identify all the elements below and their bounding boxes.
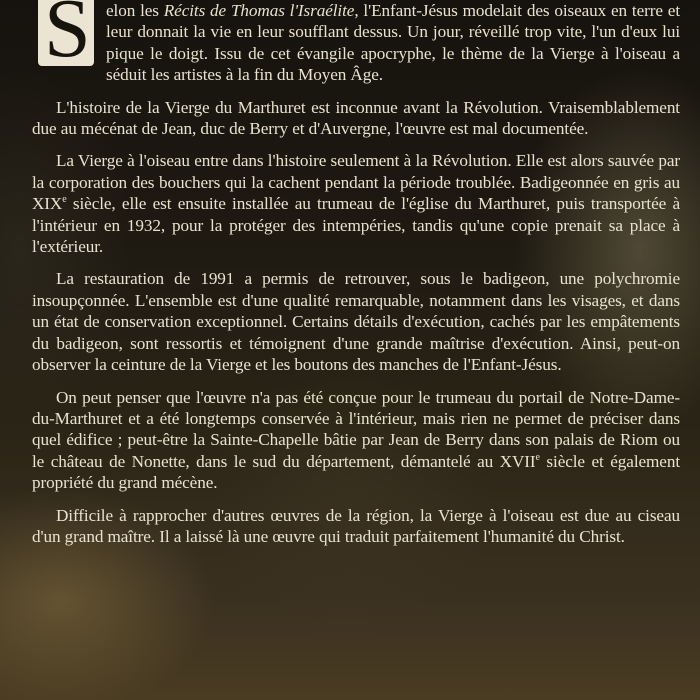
- paragraph-5-text-b: siècle et également propriété du grand mécène.: [32, 451, 680, 493]
- plaque-text: [32, 0, 680, 558]
- drop-cap-letter: S: [44, 0, 91, 75]
- paragraph-5: [32, 387, 680, 494]
- paragraph-3-text-a: La Vierge à l'oiseau entre dans l'histoire seulement à la Révolution. Elle est alors sauvée par la corporation des bouchers qui la cachent pendant la période troublée. Badigeonnée en gris au XIX: [32, 151, 680, 214]
- drop-cap: [38, 0, 100, 75]
- paragraph-3-text-b: siècle, elle est ensuite installée au trumeau de l'église du Marthuret, puis transportée à l'intérieur en 1932, pour la protéger des intempéries, tandis qu'une copie prenait sa place à l'extérieur.: [32, 194, 680, 257]
- paragraph-1-text-a: elon les: [106, 1, 164, 20]
- paragraph-4: La restauration de 1991 a permis de retrouver, sous le badigeon, une polychromie insoupçonnée. L'ensemble est d'une qualité remarquable, notamment dans les visages, et dans un état de conservation exceptionnel. Certains détails d'exécution, cachés par les empâtements du badigeon, sont ressortis et témoignent d'une grande maîtrise d'exécution. Ainsi, peut-on observer la ceinture de la Vierge et les boutons des manches de l'Enfant-Jésus.: [32, 269, 680, 375]
- century-superscript: e: [535, 451, 540, 463]
- paragraph-2: L'histoire de la Vierge du Marthuret est inconnue avant la Révolution. Vraisemblablement due au mécénat de Jean, duc de Berry et d'Auvergne, l'œuvre est mal documentée.: [32, 97, 680, 139]
- book-title: Récits de Thomas l'Israélite: [163, 1, 355, 20]
- paragraph-3: [32, 150, 680, 257]
- paragraph-1-text-b: , l'Enfant-Jésus modelait des oiseaux en terre et leur donnait la vie en leur soufflant dessus. Un jour, réveillé trop vite, l'un d'eux lui pique le doigt. Issu de cet évangile apocryphe, le thème de la Vierge à l'oiseau a séduit les artistes à la fin du Moyen Âge.: [106, 1, 680, 85]
- paragraph-1: [32, 0, 680, 86]
- paragraph-5-text-a: On peut penser que l'œuvre n'a pas été conçue pour le trumeau du portail de Notre-Dame-du-Marthuret et a été longtemps conservée à l'intérieur, mais rien ne permet de préciser dans quel édifice ; peut-être la Sainte-Chapelle bâtie par Jean de Berry dans son palais de Riom ou le château de Nonette, dans le sud du département, démantelé au XVII: [32, 387, 680, 471]
- paragraph-6: Difficile à rapprocher d'autres œuvres de la région, la Vierge à l'oiseau est due au ciseau d'un grand maître. Il a laissé là une œuvre qui traduit parfaitement l'humanité du Christ.: [32, 505, 680, 546]
- century-superscript: e: [62, 194, 67, 206]
